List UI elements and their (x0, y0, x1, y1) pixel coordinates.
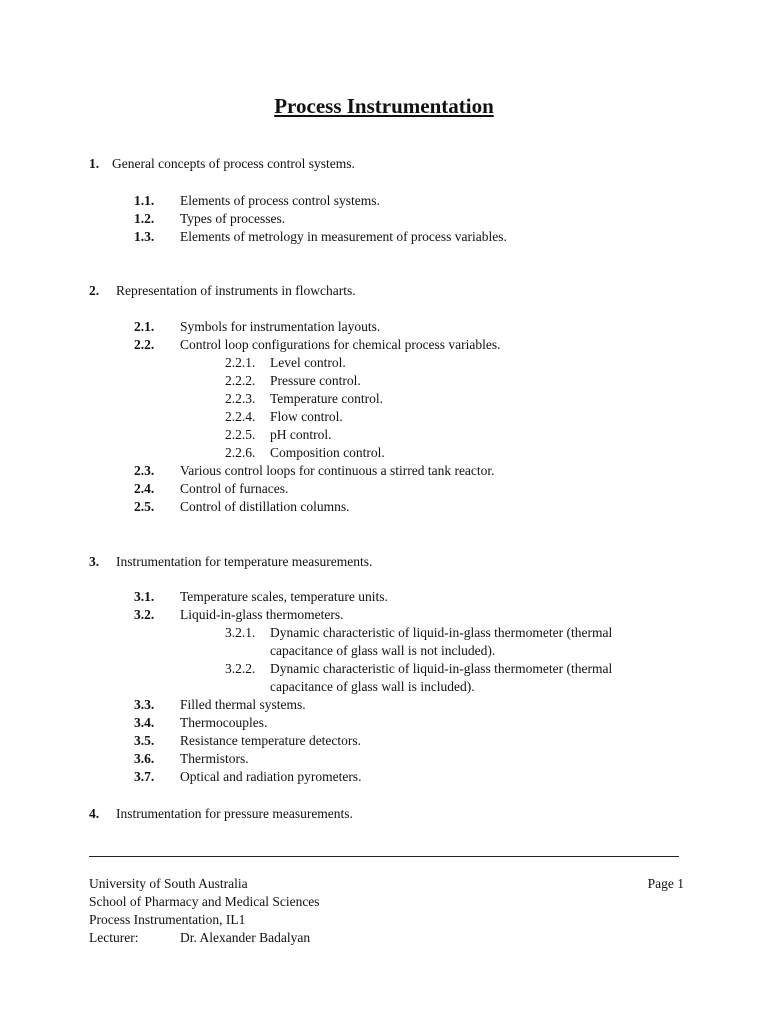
list-item (0, 696, 768, 714)
item-number: 3.1. (134, 589, 155, 604)
footer-university: University of South Australia (89, 876, 248, 891)
item-number: 1.3. (134, 229, 155, 244)
item-text: Elements of process control systems. (180, 193, 380, 208)
item-number: 2.3. (134, 463, 155, 478)
page-number: Page 1 (647, 876, 684, 891)
item-text: Optical and radiation pyrometers. (180, 769, 362, 784)
item-text: Symbols for instrumentation layouts. (180, 319, 381, 334)
sub-item-text: Level control. (270, 355, 346, 370)
section-text: Instrumentation for pressure measurements. (116, 806, 353, 821)
list-item (0, 750, 768, 768)
sub-item-number: 2.2.4. (225, 409, 256, 424)
footer-line (0, 911, 768, 929)
item-text: Filled thermal systems. (180, 697, 306, 712)
list-item (0, 228, 768, 246)
list-item (0, 192, 768, 210)
section-heading (0, 155, 768, 173)
list-item (0, 588, 768, 606)
sub-item-number: 3.2.1. (225, 625, 256, 640)
list-item (0, 606, 768, 624)
footer-divider (89, 856, 679, 857)
item-number: 3.7. (134, 769, 155, 784)
item-text: Various control loops for continuous a stirred tank reactor. (180, 463, 495, 478)
section-number: 2. (89, 283, 100, 298)
sub-item-number: 2.2.2. (225, 373, 256, 388)
footer-course: Process Instrumentation, IL1 (89, 912, 246, 927)
item-number: 2.4. (134, 481, 155, 496)
item-number: 3.3. (134, 697, 155, 712)
footer-lecturer-label: Lecturer: (89, 930, 139, 945)
sub-list-item-continuation (0, 678, 768, 696)
sub-item-text: capacitance of glass wall is included). (270, 679, 475, 694)
sub-item-text: pH control. (270, 427, 332, 442)
document-title: Process Instrumentation (274, 94, 494, 118)
item-text: Resistance temperature detectors. (180, 733, 362, 748)
sub-item-number: 2.2.3. (225, 391, 256, 406)
section-heading (0, 805, 768, 823)
sub-list-item-continuation (0, 642, 768, 660)
footer-line (0, 875, 768, 893)
list-item (0, 498, 768, 516)
item-text: Thermocouples. (180, 715, 268, 730)
sub-item-text: Flow control. (270, 409, 343, 424)
item-text: Control of distillation columns. (180, 499, 350, 514)
item-text: Temperature scales, temperature units. (180, 589, 388, 604)
sub-list-item (0, 354, 768, 372)
section-heading (0, 553, 768, 571)
sub-item-number: 3.2.2. (225, 661, 256, 676)
sub-list-item (0, 372, 768, 390)
footer-lecturer-name: Dr. Alexander Badalyan (180, 930, 311, 945)
item-text: Control of furnaces. (180, 481, 289, 496)
sub-item-number: 2.2.1. (225, 355, 256, 370)
sub-list-item (0, 426, 768, 444)
list-item (0, 210, 768, 228)
item-number: 2.5. (134, 499, 155, 514)
item-text: Types of processes. (180, 211, 286, 226)
section-text: Representation of instruments in flowcharts. (116, 283, 356, 298)
sub-list-item (0, 624, 768, 642)
item-number: 1.2. (134, 211, 155, 226)
section-number: 4. (89, 806, 100, 821)
sub-list-item (0, 390, 768, 408)
list-item (0, 768, 768, 786)
list-item (0, 462, 768, 480)
item-text: Control loop configurations for chemical process variables. (180, 337, 501, 352)
list-item (0, 714, 768, 732)
item-number: 2.1. (134, 319, 155, 334)
section-text: Instrumentation for temperature measurements. (116, 554, 373, 569)
sub-list-item (0, 408, 768, 426)
item-text: Elements of metrology in measurement of process variables. (180, 229, 507, 244)
sub-item-text: Pressure control. (270, 373, 361, 388)
list-item (0, 732, 768, 750)
section-heading (0, 282, 768, 300)
section-number: 3. (89, 554, 100, 569)
sub-item-number: 2.2.5. (225, 427, 256, 442)
sub-item-text: Composition control. (270, 445, 385, 460)
item-text: Liquid-in-glass thermometers. (180, 607, 344, 622)
sub-item-text: capacitance of glass wall is not included). (270, 643, 496, 658)
list-item (0, 318, 768, 336)
sub-item-text: Temperature control. (270, 391, 384, 406)
item-number: 1.1. (134, 193, 155, 208)
sub-item-text: Dynamic characteristic of liquid-in-glass thermometer (thermal (270, 661, 613, 676)
item-number: 3.6. (134, 751, 155, 766)
item-number: 2.2. (134, 337, 155, 352)
section-text: General concepts of process control systems. (112, 156, 355, 171)
sub-list-item (0, 660, 768, 678)
section-number: 1. (89, 156, 100, 171)
sub-list-item (0, 444, 768, 462)
item-number: 3.2. (134, 607, 155, 622)
list-item (0, 480, 768, 498)
footer-line (0, 893, 768, 911)
footer-school: School of Pharmacy and Medical Sciences (89, 894, 320, 909)
item-number: 3.5. (134, 733, 155, 748)
list-item (0, 336, 768, 354)
sub-item-number: 2.2.6. (225, 445, 256, 460)
footer-line (0, 929, 768, 947)
sub-item-text: Dynamic characteristic of liquid-in-glass thermometer (thermal (270, 625, 613, 640)
item-number: 3.4. (134, 715, 155, 730)
item-text: Thermistors. (180, 751, 249, 766)
